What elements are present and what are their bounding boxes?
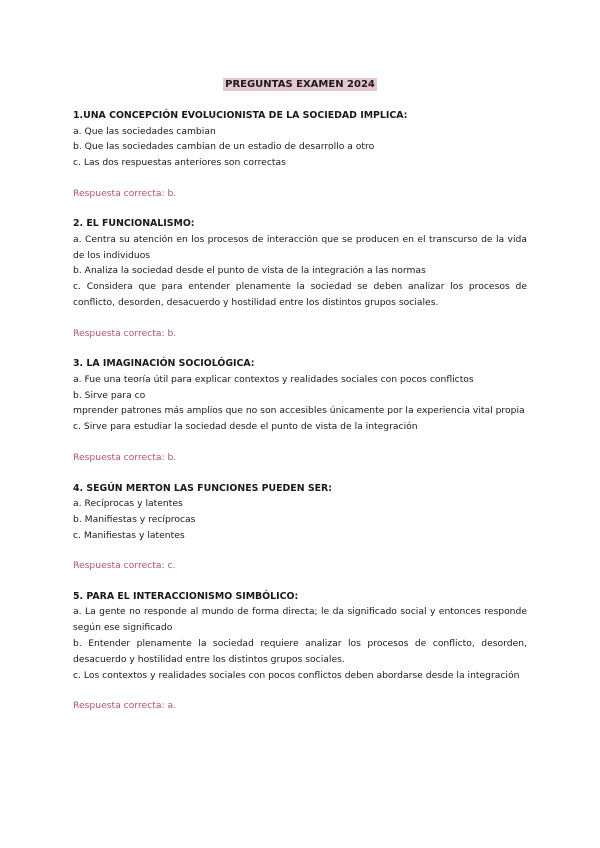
question-title: 2. EL FUNCIONALISMO:	[73, 218, 195, 230]
correct-answer: Respuesta correcta: b.	[73, 327, 177, 339]
correct-answer: Respuesta correcta: b.	[73, 452, 177, 464]
option-a: a. Fue una teoría útil para explicar contextos y realidades sociales con pocos conflictos	[73, 373, 474, 385]
option-b-continued: mprender patrones más amplios que no son accesibles únicamente por la experiencia vital propia	[73, 405, 525, 417]
option-a: a. La gente no responde al mundo de forma directa; le da significado social y entonces responde según ese significado	[73, 606, 527, 634]
questions-list	[73, 108, 527, 729]
question-title: 1.UNA CONCEPCIÓN EVOLUCIONISTA DE LA SOCIEDAD IMPLICA:	[73, 110, 408, 121]
question-2	[73, 216, 527, 341]
option-b: b. Entender plenamente la sociedad requiere analizar los procesos de conflicto, desorden, desacuerdo y hostilidad entre los distintos grupos sociales.	[73, 638, 527, 665]
title-container	[0, 72, 600, 91]
option-b: b. Analiza la sociedad desde el punto de vista de la integración a las normas	[73, 265, 426, 277]
question-title: 5. PARA EL INTERACCIONISMO SIMBÓLICO:	[73, 590, 299, 602]
question-5	[73, 589, 527, 714]
question-4	[73, 481, 527, 574]
document-title: PREGUNTAS EXAMEN 2024	[225, 79, 375, 90]
option-c: c. Los contextos y realidades sociales con pocos conflictos deben abordarse desde la integración	[73, 669, 520, 681]
option-a: a. Centra su atención en los procesos de interacción que se producen en el transcurso de la vida de los individuos	[73, 233, 527, 261]
question-title: 3. LA IMAGINACIÓN SOCIOLÓGICA:	[73, 358, 255, 370]
option-b: b. Sirve para co	[73, 389, 146, 401]
option-c: c. Considera que para entender plenamente la sociedad se deben analizar los procesos de conflicto, desorden, desacuerdo y hostilidad entre los distintos grupos sociales.	[73, 281, 527, 309]
option-a: a. Recíprocas y latentes	[73, 498, 183, 510]
question-title: 4. SEGÚN MERTON LAS FUNCIONES PUEDEN SER:	[73, 482, 332, 494]
option-b: b. Manifiestas y recíprocas	[73, 513, 196, 525]
option-c: c. Manifiestas y latentes	[73, 529, 185, 541]
option-c: c. Sirve para estudiar la sociedad desde el punto de vista de la integración	[73, 421, 418, 433]
correct-answer: Respuesta correcta: b.	[73, 187, 177, 199]
option-a: a. Que las sociedades cambian	[73, 125, 216, 137]
correct-answer: Respuesta correcta: a.	[73, 700, 177, 712]
question-3	[73, 356, 527, 465]
option-c: c. Las dos respuestas anteriores son correctas	[73, 157, 286, 169]
question-1	[73, 108, 527, 201]
option-b: b. Que las sociedades cambian de un estadio de desarrollo a otro	[73, 141, 375, 153]
correct-answer: Respuesta correcta: c.	[73, 560, 176, 572]
